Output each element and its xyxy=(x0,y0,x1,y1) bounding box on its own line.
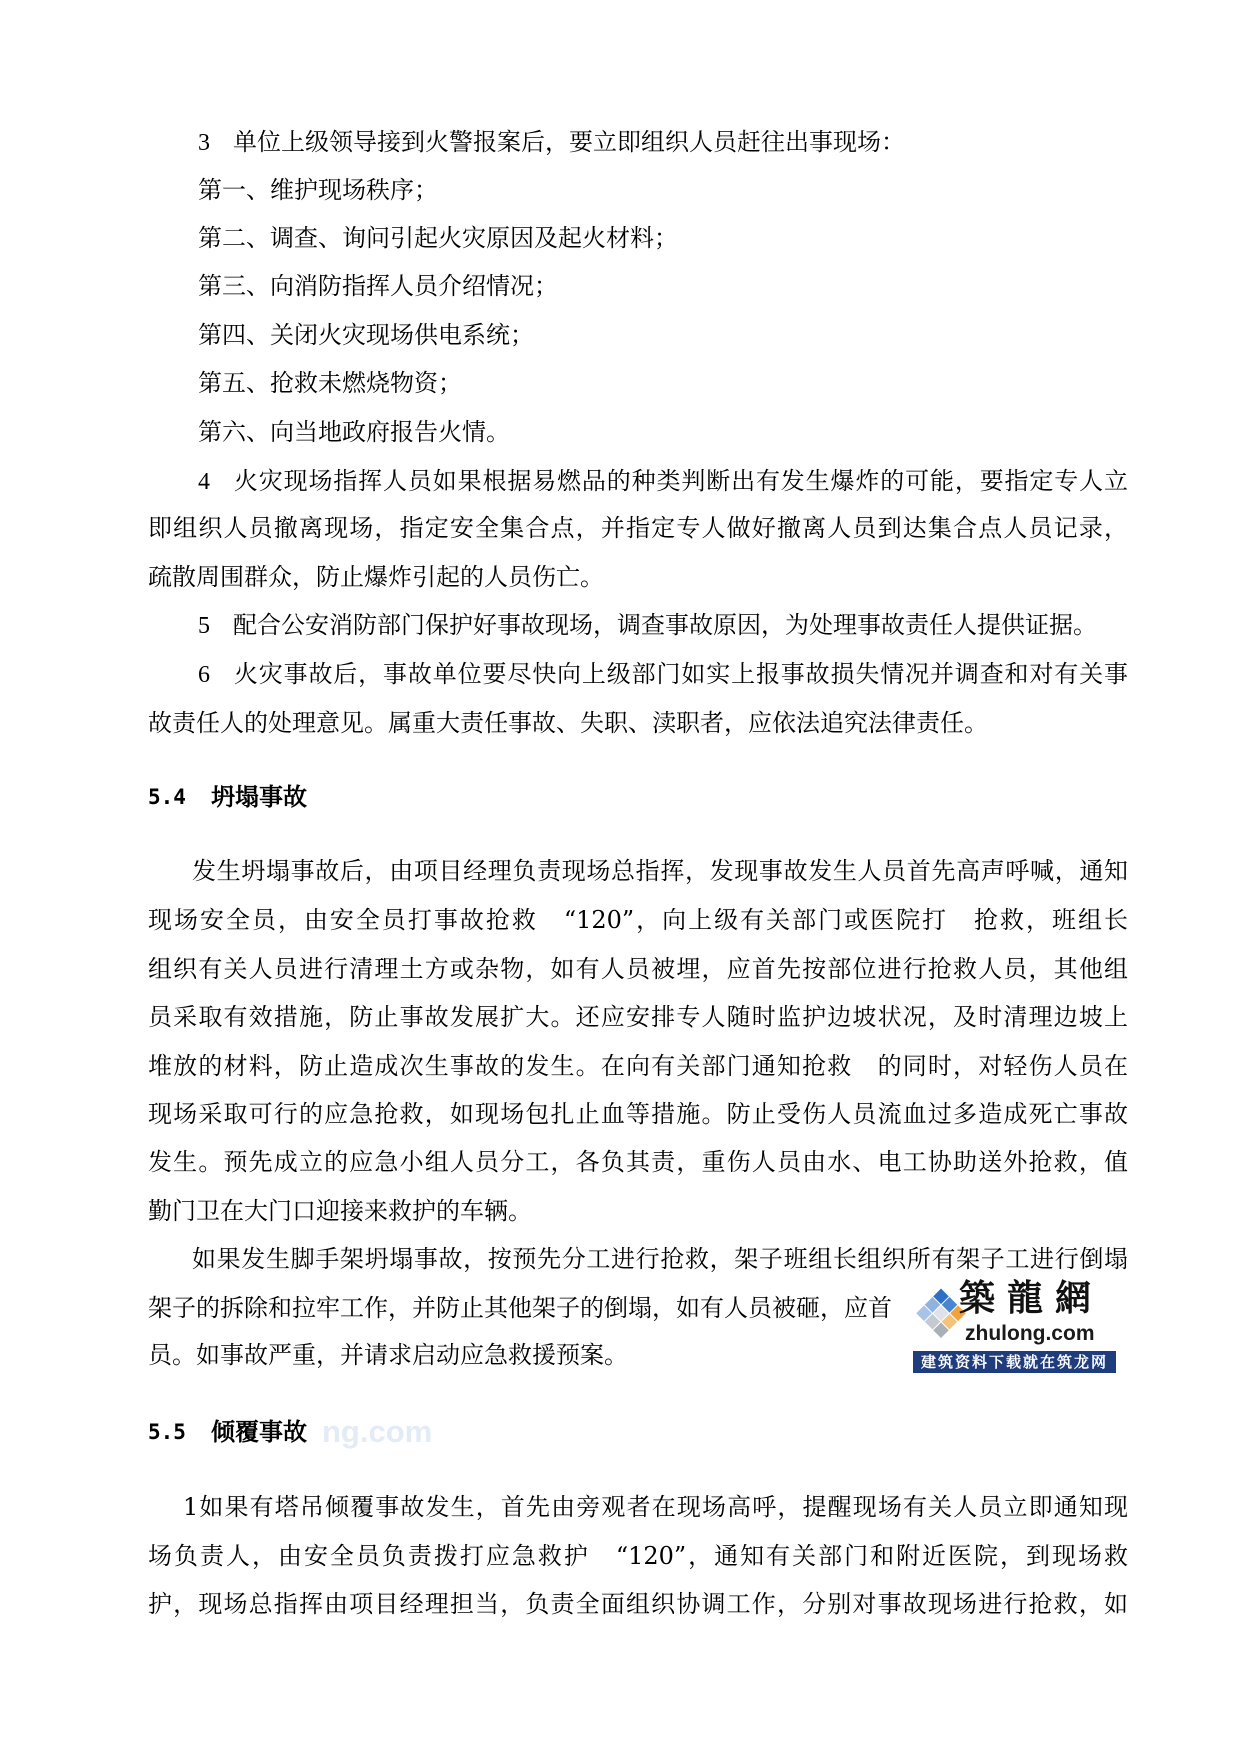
paragraph-line: 发生。预先成立的应急小组人员分工，各负其责，重伤人员由水、电工协助送外抢救，值 xyxy=(148,1148,1128,1176)
list-item-3 xyxy=(198,125,905,159)
item-number: 5 xyxy=(198,613,210,639)
step-line: 第二、调查、询问引起火灾原因及起火材料； xyxy=(198,224,678,252)
paragraph-line: 架子的拆除和拉牢工作，并防止其他架子的倒塌，如有人员被砸，应首 xyxy=(148,1294,892,1322)
paragraph-line: 场负责人，由安全员负责拨打应急救护 “120”，通知有关部门和附近医院，到现场救 xyxy=(148,1542,1128,1570)
section-heading-5-4 xyxy=(148,780,548,814)
section-number: 5.5 xyxy=(148,1420,186,1444)
watermark-faint-text: ng.com xyxy=(322,1414,433,1449)
logo-name: 築龍網 xyxy=(959,1277,1104,1319)
item-text: 火灾事故后，事故单位要尽快向上级部门如实上报事故损失情况并调查和对有关事 xyxy=(233,660,1128,688)
paragraph-line: 护，现场总指挥由项目经理担当，负责全面组织协调工作，分别对事故现场进行抢救，如 xyxy=(148,1590,1128,1618)
paragraph-line: 员采取有效措施，防止事故发展扩大。还应安排专人随时监护边坡状况，及时清理边坡上 xyxy=(148,1003,1128,1031)
paragraph-line: 故责任人的处理意见。属重大责任事故、失职、渎职者，应依法追究法律责任。 xyxy=(148,709,988,737)
item-number: 3 xyxy=(198,130,210,156)
step-line: 第一、维护现场秩序； xyxy=(198,176,438,204)
section-title: 倾覆事故 xyxy=(211,1417,307,1446)
paragraph-line: 现场采取可行的应急抢救，如现场包扎止血等措施。防止受伤人员流血过多造成死亡事故 xyxy=(148,1100,1128,1128)
paragraph-line: 堆放的材料，防止造成次生事故的发生。在向有关部门通知抢救 的同时，对轻伤人员在 xyxy=(148,1052,1128,1080)
section-number: 5.4 xyxy=(148,785,186,809)
section-heading-5-5 xyxy=(148,1415,548,1449)
item-number: 6 xyxy=(198,662,210,688)
item-text: 单位上级领导接到火警报案后，要立即组织人员赶往出事现场： xyxy=(233,128,905,156)
paragraph-line: 员。如事故严重，并请求启动应急救援预案。 xyxy=(148,1341,628,1369)
logo-domain: zhulong.com xyxy=(965,1322,1095,1345)
paragraph-line: 即组织人员撤离现场，指定安全集合点，并指定专人做好撤离人员到达集合点人员记录， xyxy=(148,514,1128,542)
item-text: 火灾现场指挥人员如果根据易燃品的种类判断出有发生爆炸的可能，要指定专人立 xyxy=(233,467,1128,495)
step-line: 第四、关闭火灾现场供电系统； xyxy=(198,321,534,349)
paragraph-line: 疏散周围群众，防止爆炸引起的人员伤亡。 xyxy=(148,563,604,591)
list-item-4 xyxy=(198,464,1128,498)
item-number: 4 xyxy=(198,469,210,495)
paragraph-line: 1如果有塔吊倾覆事故发生，首先由旁观者在现场高呼，提醒现场有关人员立即通知现 xyxy=(183,1493,1128,1521)
step-line: 第五、抢救未燃烧物资； xyxy=(198,369,462,397)
zhulong-watermark-logo xyxy=(913,1274,1116,1373)
logo-slogan: 建筑资料下载就在筑龙网 xyxy=(920,1353,1108,1371)
logo-band xyxy=(913,1351,1116,1373)
item-text: 配合公安消防部门保护好事故现场，调查事故原因，为处理事故责任人提供证据。 xyxy=(233,611,1097,639)
paragraph-line: 现场安全员，由安全员打事故抢救 “120”，向上级有关部门或医院打 抢救，班组长 xyxy=(148,906,1128,934)
step-line: 第三、向消防指挥人员介绍情况； xyxy=(198,272,558,300)
paragraph-line: 如果发生脚手架坍塌事故，按预先分工进行抢救，架子班组长组织所有架子工进行倒塌 xyxy=(192,1245,1128,1273)
paragraph-line: 组织有关人员进行清理土方或杂物，如有人员被埋，应首先按部位进行抢救人员，其他组 xyxy=(148,955,1128,983)
step-line: 第六、向当地政府报告火情。 xyxy=(198,418,510,446)
list-item-5 xyxy=(198,608,1097,642)
paragraph-line: 勤门卫在大门口迎接来救护的车辆。 xyxy=(148,1197,532,1225)
section-title: 坍塌事故 xyxy=(211,782,307,811)
paragraph-line: 发生坍塌事故后，由项目经理负责现场总指挥，发现事故发生人员首先高声呼喊，通知 xyxy=(192,857,1128,885)
list-item-6 xyxy=(198,657,1128,691)
